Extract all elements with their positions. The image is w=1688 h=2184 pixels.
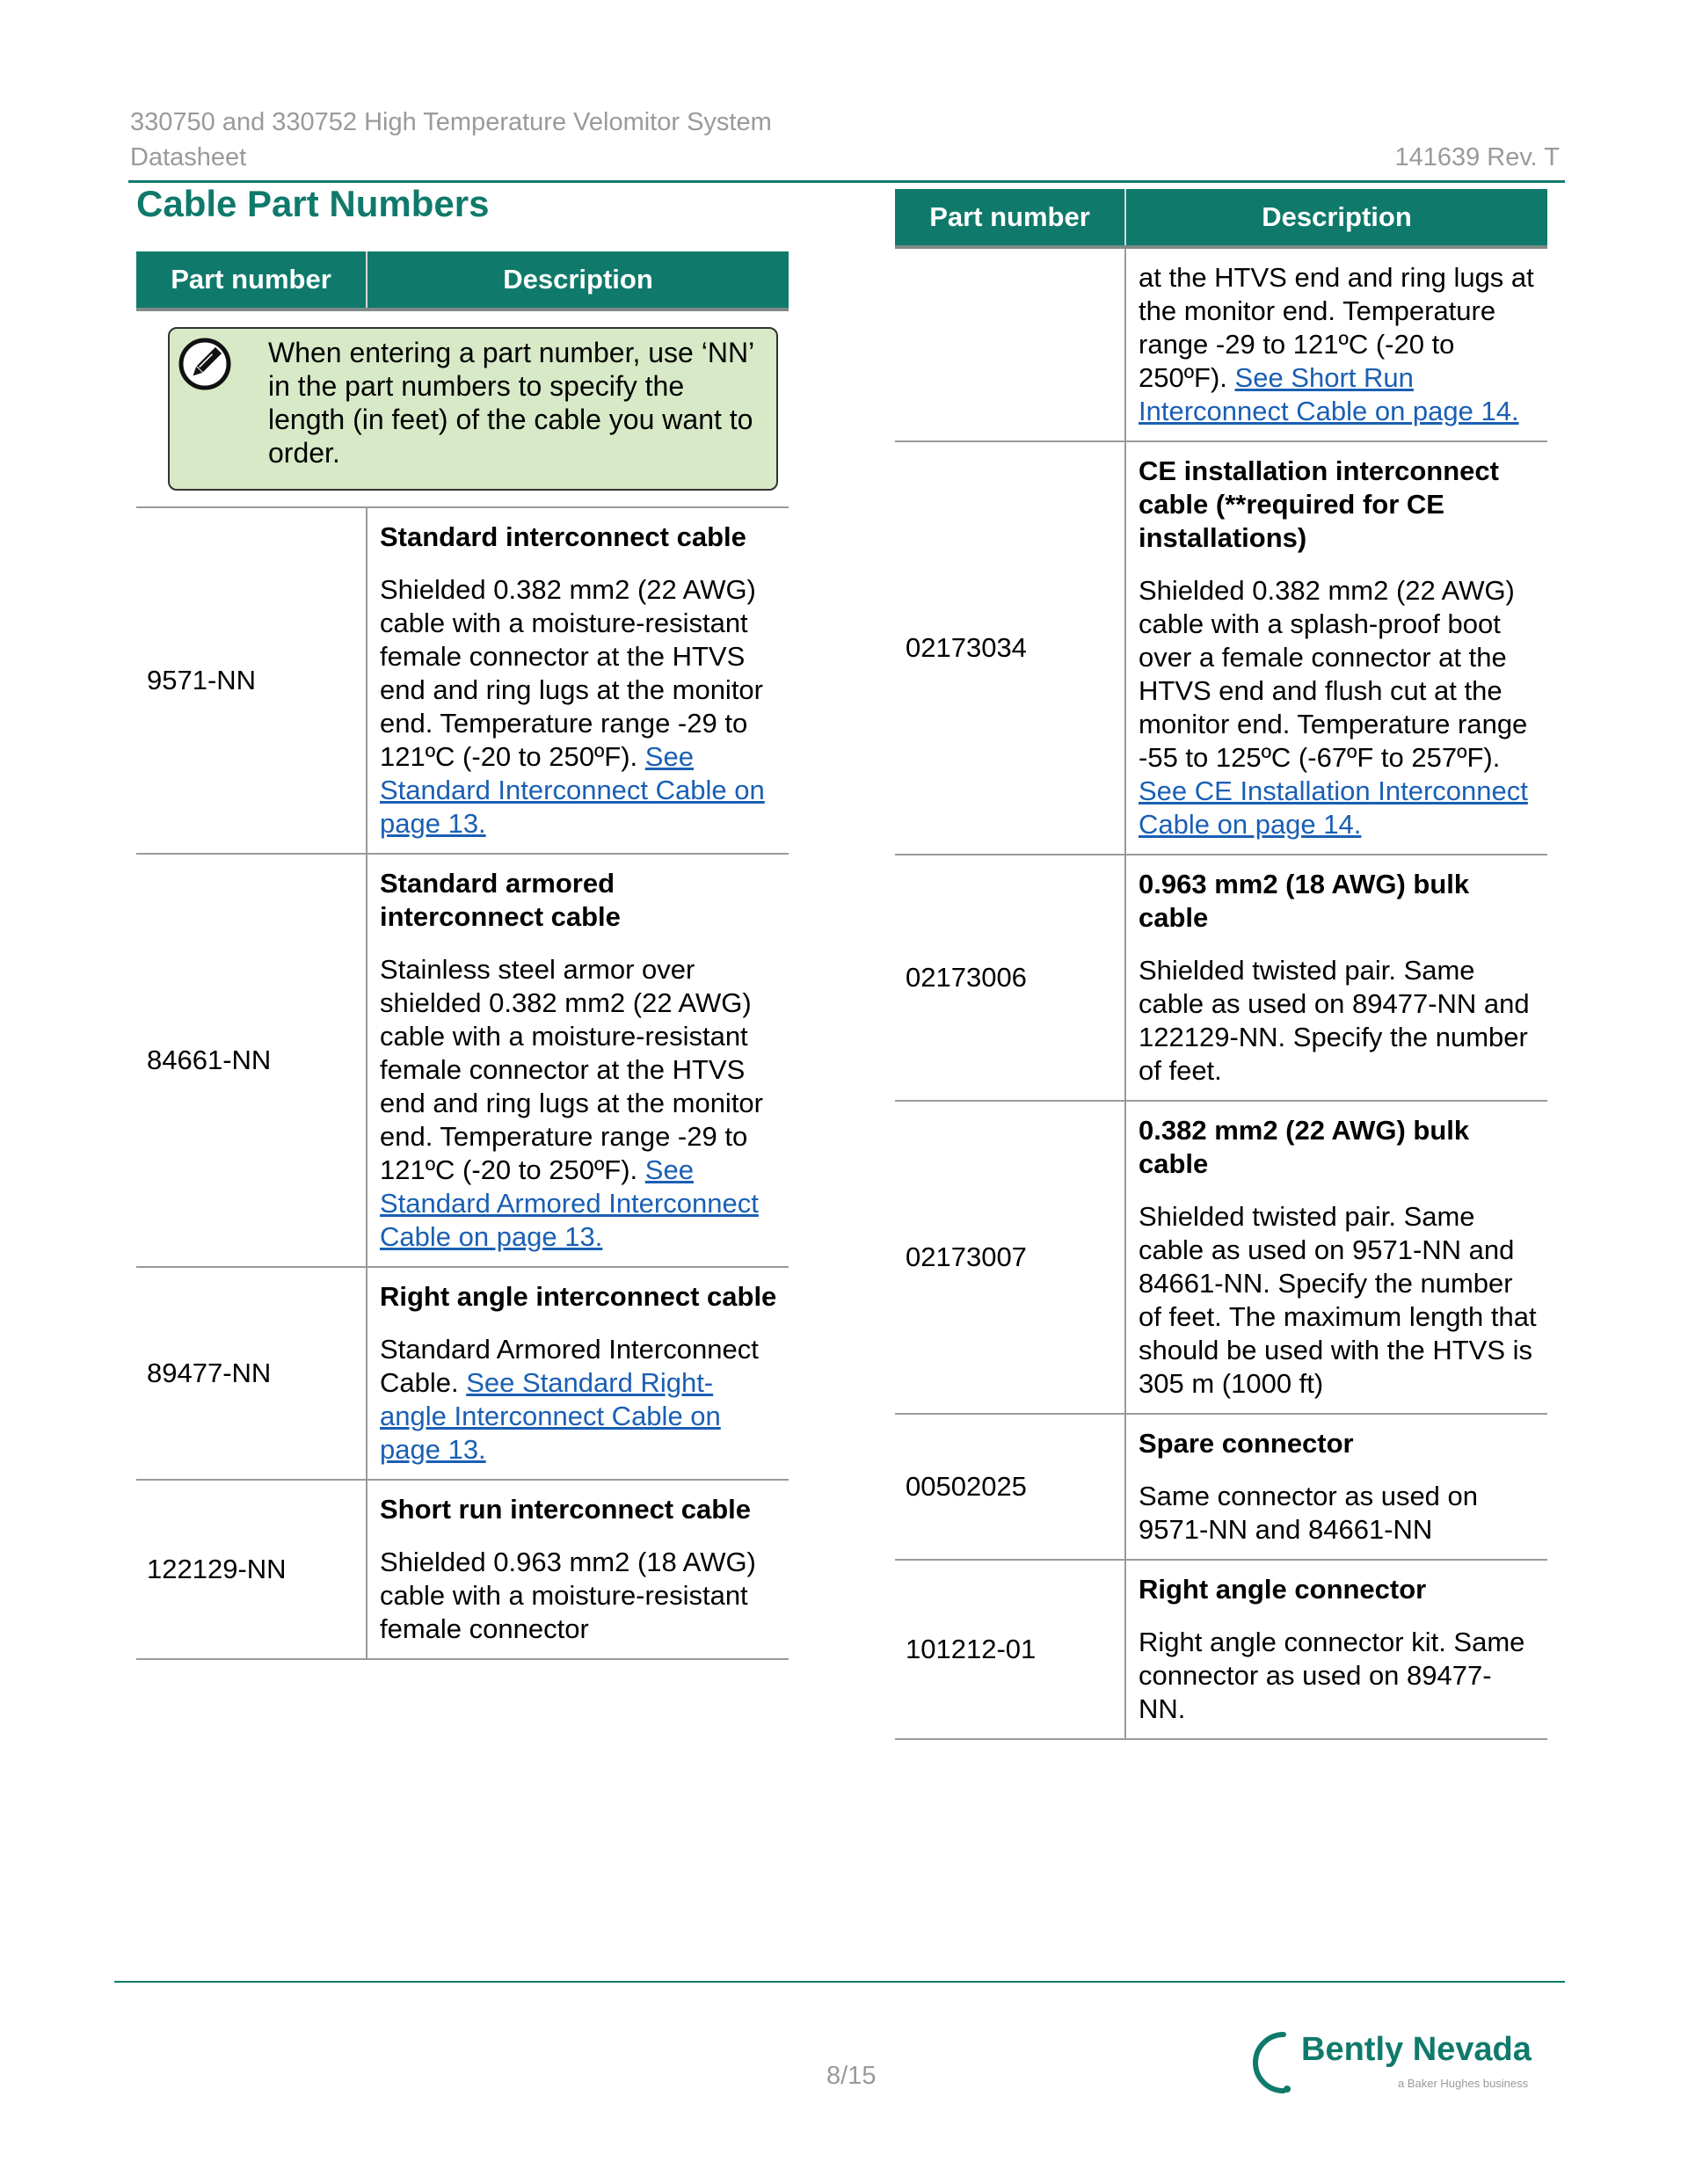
cable-title: CE installation interconnect cable (**required for CE installations) bbox=[1139, 455, 1499, 553]
table-row bbox=[136, 507, 789, 854]
description-text: Shielded 0.963 mm2 (18 AWG) cable with a moisture-resistant female connector bbox=[380, 1547, 756, 1644]
cable-description bbox=[1139, 574, 1537, 841]
table-row bbox=[895, 1560, 1547, 1739]
part-number-cell: 02173006 bbox=[895, 855, 1125, 1101]
cable-description bbox=[380, 1546, 778, 1646]
cable-title: Spare connector bbox=[1139, 1428, 1354, 1459]
cable-description bbox=[380, 953, 778, 1254]
footer-divider bbox=[114, 1981, 1565, 1983]
column-header-description: Description bbox=[1125, 189, 1547, 247]
table-row bbox=[895, 247, 1547, 441]
description-cell bbox=[1125, 441, 1547, 855]
part-number-cell: 9571-NN bbox=[136, 507, 367, 854]
cable-title: Standard armored interconnect cable bbox=[380, 868, 621, 932]
description-cell bbox=[1125, 247, 1547, 441]
description-text: Shielded twisted pair. Same cable as used on 9571-NN and 84661-NN. Specify the number of feet. The maximum length that should be used with the HTVS is 305 m (1000 ft) bbox=[1139, 1201, 1537, 1399]
part-number-cell: 89477-NN bbox=[136, 1267, 367, 1480]
section-title: Cable Part Numbers bbox=[136, 183, 490, 224]
cable-title: Standard interconnect cable bbox=[380, 521, 746, 552]
description-text: Same connector as used on 9571-NN and 84661-NN bbox=[1139, 1481, 1479, 1545]
part-number-cell: 02173034 bbox=[895, 441, 1125, 855]
cable-description bbox=[380, 1333, 778, 1467]
cable-description bbox=[380, 573, 778, 841]
description-text: Standard Armored Interconnect Cable. bbox=[380, 1334, 759, 1398]
cable-description bbox=[1139, 261, 1537, 428]
description-cell bbox=[1125, 1560, 1547, 1739]
description-cell bbox=[1125, 1101, 1547, 1414]
page-reference-link[interactable]: See CE Installation Interconnect Cable on page 14. bbox=[1139, 775, 1528, 840]
column-header-part-number: Part number bbox=[895, 189, 1125, 247]
cable-title: Right angle connector bbox=[1139, 1574, 1427, 1605]
table-row bbox=[136, 1480, 789, 1659]
part-number-cell: 84661-NN bbox=[136, 854, 367, 1267]
description-text: Stainless steel armor over shielded 0.382 mm2 (22 AWG) cable with a moisture-resistant female connector at the HTVS end and ring lugs at the monitor end. Temperature range -29 to 121ºC (-20 to 250ºF). bbox=[380, 954, 763, 1185]
description-text: Shielded twisted pair. Same cable as used on 89477-NN and 122129-NN. Specify the number of feet. bbox=[1139, 955, 1530, 1086]
document-type: Datasheet bbox=[130, 143, 247, 171]
table-row bbox=[895, 441, 1547, 855]
cable-description bbox=[1139, 1626, 1537, 1726]
cable-description bbox=[1139, 1200, 1537, 1401]
logo-mark-icon bbox=[1248, 2027, 1301, 2098]
document-title: 330750 and 330752 High Temperature Velomitor System bbox=[130, 108, 772, 136]
description-cell bbox=[367, 1267, 789, 1480]
column-header-part-number: Part number bbox=[136, 251, 367, 309]
description-text: Right angle connector kit. Same connector as used on 89477-NN. bbox=[1139, 1627, 1525, 1724]
table-row bbox=[895, 1414, 1547, 1560]
page-reference-link[interactable]: See Short Run Interconnect Cable on page 14. bbox=[1139, 362, 1519, 426]
table-row bbox=[136, 854, 789, 1267]
column-header-description: Description bbox=[367, 251, 789, 309]
page-reference-link[interactable]: See Standard Armored Interconnect Cable on page 13. bbox=[380, 1154, 759, 1252]
description-cell bbox=[1125, 1414, 1547, 1560]
part-number-cell: 00502025 bbox=[895, 1414, 1125, 1560]
bently-nevada-logo bbox=[1248, 2027, 1547, 2098]
logo-subtitle: a Baker Hughes business bbox=[1398, 2077, 1529, 2090]
page-reference-link[interactable]: See Standard Right-angle Interconnect Cable on page 13. bbox=[380, 1367, 721, 1465]
logo-text: Bently Nevada bbox=[1301, 2031, 1532, 2068]
cable-table-right bbox=[895, 189, 1547, 1740]
page-number: 8/15 bbox=[826, 2062, 877, 2090]
cable-title: 0.382 mm2 (22 AWG) bulk cable bbox=[1139, 1115, 1470, 1179]
description-text: Shielded 0.382 mm2 (22 AWG) cable with a moisture-resistant female connector at the HTVS end and ring lugs at the monitor end. Temperature range -29 to 121ºC (-20 to 250ºF). bbox=[380, 574, 763, 772]
cable-title: Short run interconnect cable bbox=[380, 1494, 752, 1525]
cable-title: Right angle interconnect cable bbox=[380, 1281, 777, 1312]
pencil-icon bbox=[177, 336, 233, 392]
part-number-cell: 02173007 bbox=[895, 1101, 1125, 1414]
table-row bbox=[895, 1101, 1547, 1414]
description-cell bbox=[1125, 855, 1547, 1101]
note-callout bbox=[168, 327, 778, 491]
description-text: at the HTVS end and ring lugs at the monitor end. Temperature range -29 to 121ºC (-20 to 250ºF). bbox=[1139, 262, 1534, 393]
table-row bbox=[895, 855, 1547, 1101]
part-number-cell: 101212-01 bbox=[895, 1560, 1125, 1739]
description-cell bbox=[367, 1480, 789, 1659]
document-revision: 141639 Rev. T bbox=[1394, 143, 1560, 171]
note-text: When entering a part number, use ‘NN’ in the part numbers to specify the length (in feet) of the cable you want to order. bbox=[268, 337, 753, 469]
description-text: Shielded 0.382 mm2 (22 AWG) cable with a splash-proof boot over a female connector at the HTVS end and flush cut at the monitor end. Temperature range -55 to 125ºC (-67ºF to 257ºF). bbox=[1139, 575, 1528, 773]
cable-table-left bbox=[136, 251, 789, 1660]
cable-description bbox=[1139, 1480, 1537, 1547]
cable-description bbox=[1139, 954, 1537, 1088]
part-number-cell: 122129-NN bbox=[136, 1480, 367, 1659]
table-row bbox=[136, 1267, 789, 1480]
description-cell bbox=[367, 507, 789, 854]
part-number-cell bbox=[895, 247, 1125, 441]
cable-title: 0.963 mm2 (18 AWG) bulk cable bbox=[1139, 869, 1470, 933]
page-reference-link[interactable]: See Standard Interconnect Cable on page 13. bbox=[380, 741, 765, 839]
description-cell bbox=[367, 854, 789, 1267]
